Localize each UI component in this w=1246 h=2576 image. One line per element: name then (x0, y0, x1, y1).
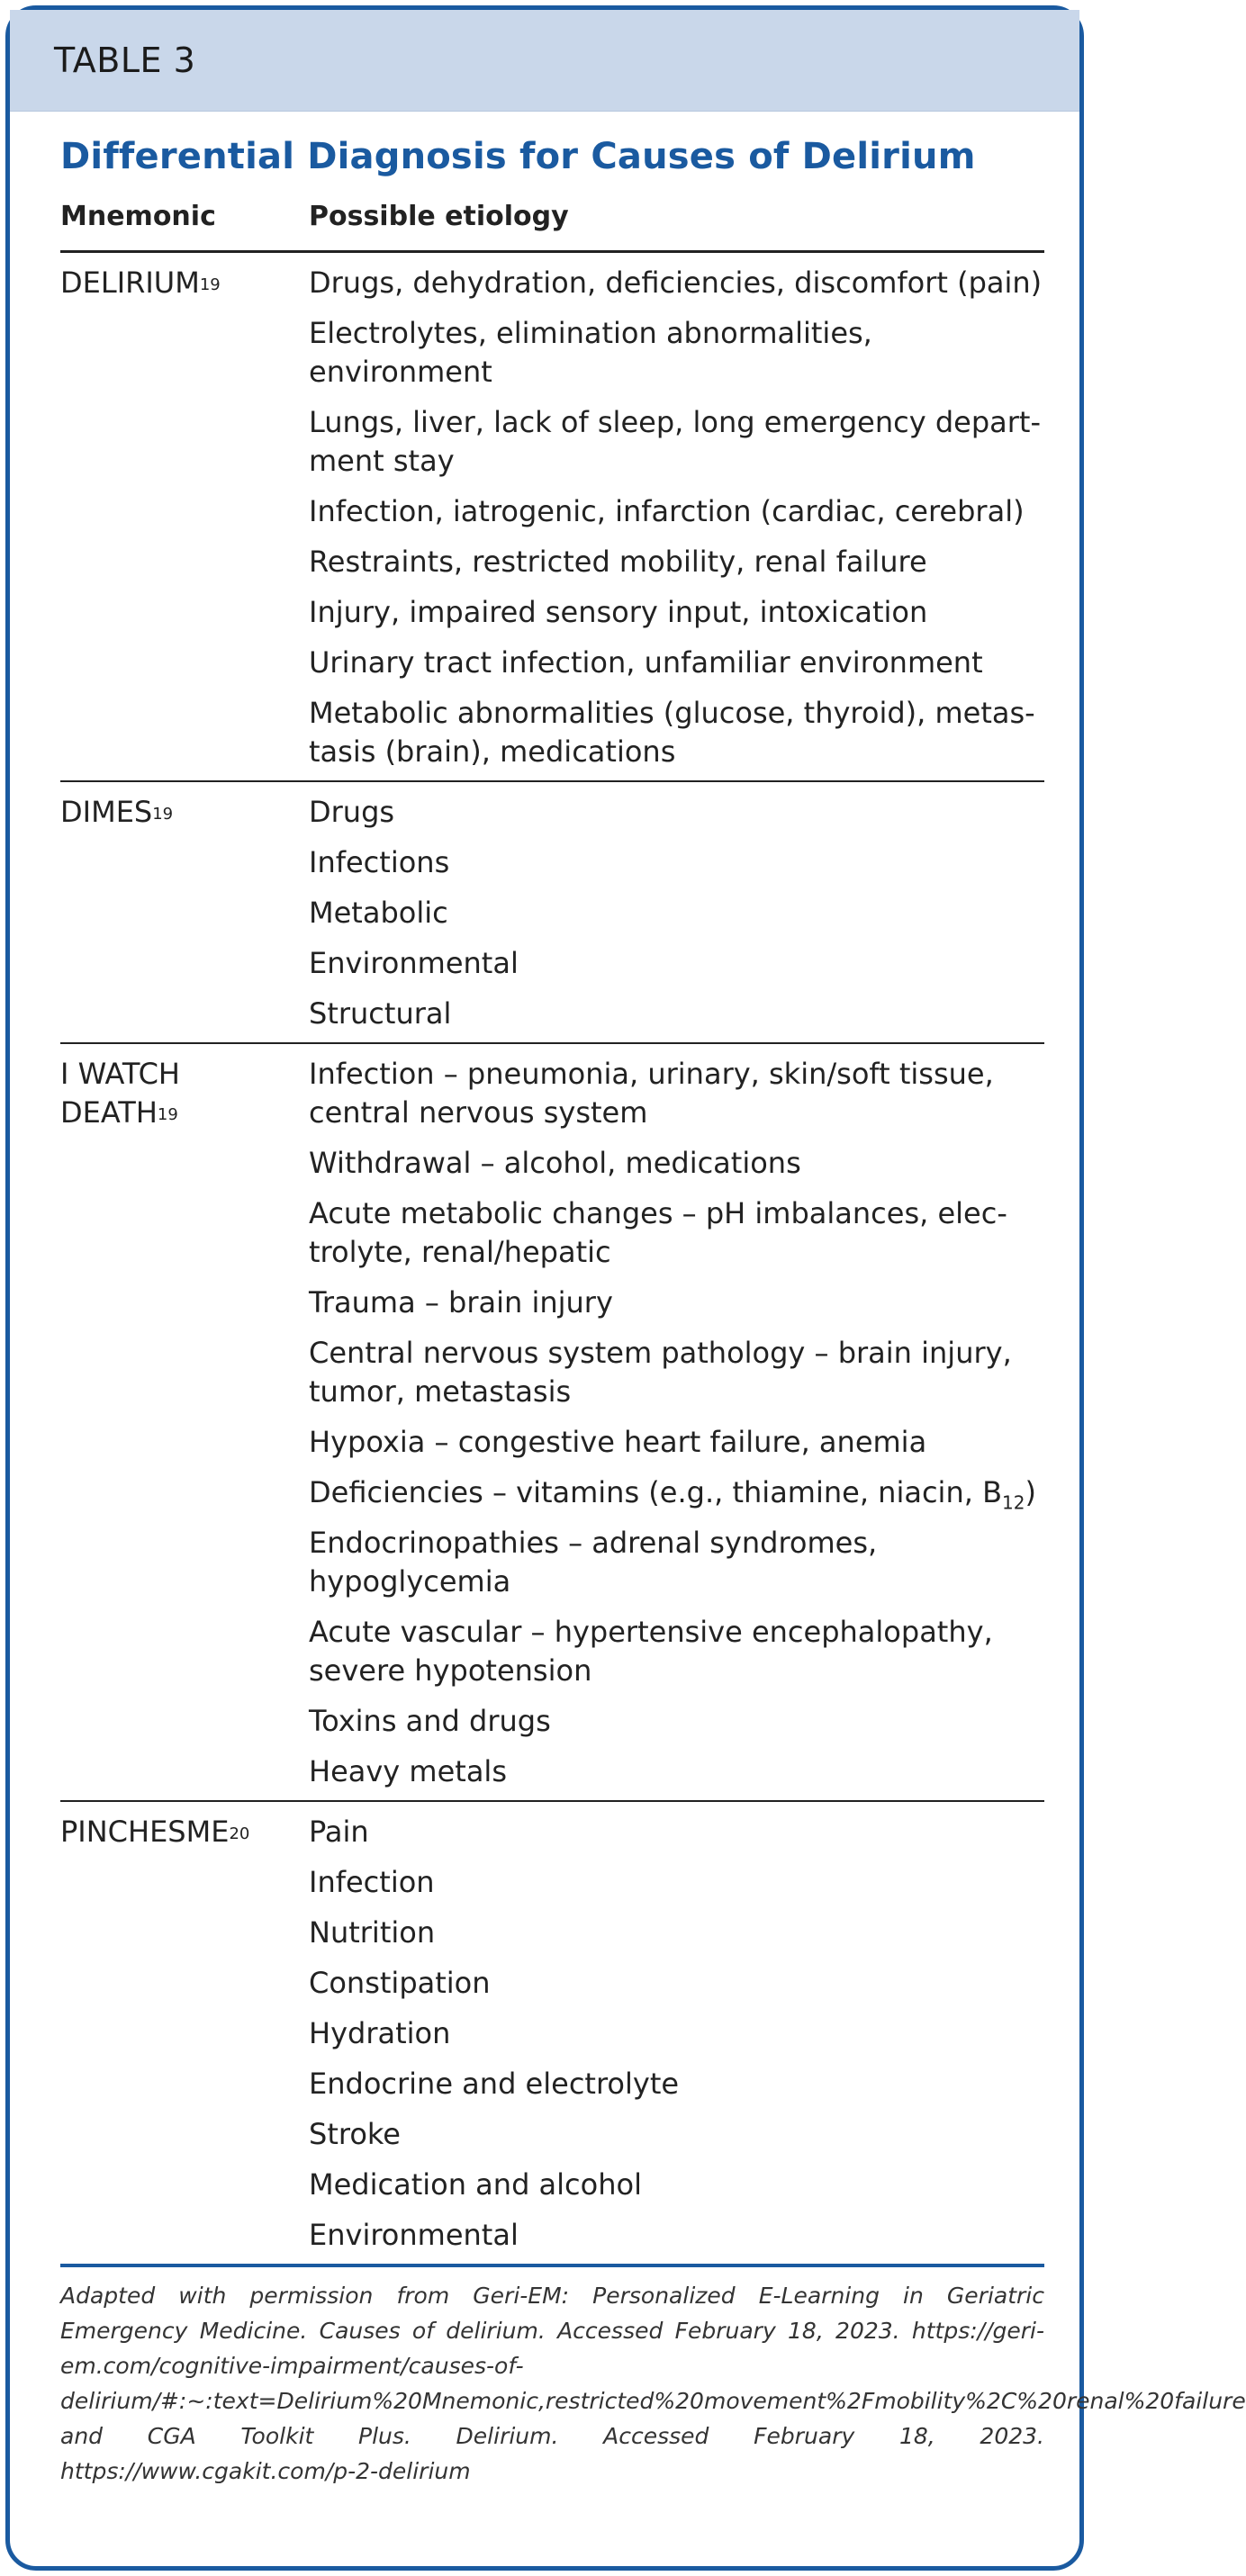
etiology-item-vitamins (309, 1473, 1044, 1512)
mnemonic-name: I WATCH DEATH (60, 1057, 180, 1130)
reference-number: 19 (157, 1105, 178, 1124)
vitamin-subscript: 12 (1002, 1491, 1025, 1514)
mnemonic-group-i-watch-death (60, 1044, 1044, 1802)
etiology-item: Withdrawal – alcohol, medications (309, 1146, 801, 1180)
etiology-item: Injury, impaired sensory input, intoxication (309, 595, 928, 629)
mnemonic-cell (60, 1044, 309, 1800)
etiology-item: Heavy metals (309, 1754, 507, 1788)
table-label: TABLE 3 (54, 41, 196, 80)
etiology-item: Medication and alcohol (309, 2167, 642, 2202)
etiology-item: Pain (309, 1815, 369, 1849)
etiology-item: Urinary tract infection, unfamiliar environment (309, 645, 983, 680)
etiology-item: Drugs, dehydration, deficiencies, discomfort (pain) (309, 266, 1043, 300)
etiology-item: Structural (309, 996, 452, 1031)
etiology-list (309, 1802, 1044, 2264)
etiology-item: Central nervous system pathology – brain injury, tumor, metastasis (309, 1336, 1012, 1409)
etiology-item: Hydration (309, 2016, 451, 2050)
mnemonic-name: PINCHESME (60, 1815, 230, 1849)
reference-number: 19 (199, 275, 221, 294)
etiology-list (309, 253, 1044, 780)
etiology-item: Infection – pneumonia, urinary, skin/soft tissue, central nervous system (309, 1057, 994, 1130)
etiology-item: Endocrinopathies – adrenal syndromes, hypoglycemia (309, 1526, 878, 1599)
etiology-item-text: Deficiencies – vitamins (e.g., thiamine, niacin, B (309, 1475, 1003, 1509)
etiology-item: Lungs, liver, lack of sleep, long emergency depart-ment stay (309, 405, 1041, 478)
etiology-item: Drugs (309, 795, 395, 829)
column-header-etiology: Possible etiology (309, 201, 569, 232)
etiology-item: Toxins and drugs (309, 1704, 551, 1738)
etiology-item: Metabolic abnormalities (glucose, thyroid), metas-tasis (brain), medications (309, 696, 1035, 769)
column-header-row (60, 183, 1044, 253)
mnemonic-name: DELIRIUM (60, 266, 200, 300)
mnemonic-group-delirium (60, 253, 1044, 782)
etiology-item: Endocrine and electrolyte (309, 2067, 680, 2101)
etiology-item: Environmental (309, 2218, 519, 2252)
etiology-item: Trauma – brain injury (309, 1285, 613, 1320)
etiology-item: Metabolic (309, 896, 448, 930)
etiology-item: Nutrition (309, 1915, 436, 1950)
table-title: Differential Diagnosis for Causes of Delirium (60, 136, 976, 177)
reference-number: 19 (152, 805, 174, 824)
etiology-list (309, 782, 1044, 1042)
mnemonic-cell (60, 782, 309, 1042)
column-header-mnemonic: Mnemonic (60, 201, 216, 232)
etiology-item: Restraints, restricted mobility, renal failure (309, 545, 927, 579)
reference-number: 20 (229, 1824, 250, 1843)
etiology-list (309, 1044, 1044, 1800)
etiology-item: Infections (309, 845, 450, 879)
mnemonic-cell (60, 1802, 309, 2264)
etiology-item: Acute vascular – hypertensive encephalopathy, severe hypotension (309, 1615, 993, 1688)
source-footnote: Adapted with permission from Geri-EM: Personalized E-Learning in Geriatric Emergency Medicine. Causes of delirium. Accessed February 18, 2023. https://geri-em.com/cognitive-impairment/causes-of-delirium/#:~:text=Delirium%20Mnemonic,restricted%20movement%2Fmobility%2C%20renal%20failure and CGA Toolkit Plus. Delirium. Accessed February 18, 2023. https://www.cgakit.com/p-2-delirium (60, 2283, 1246, 2484)
etiology-item: Acute metabolic changes – pH imbalances, elec-trolyte, renal/hepatic (309, 1196, 1007, 1269)
etiology-item: Environmental (309, 946, 519, 980)
etiology-item: Stroke (309, 2117, 401, 2151)
closing-paren: ) (1025, 1475, 1036, 1509)
etiology-item: Electrolytes, elimination abnormalities, environment (309, 316, 872, 389)
etiology-item: Infection (309, 1865, 435, 1899)
etiology-item: Constipation (309, 1966, 491, 2000)
etiology-item: Hypoxia – congestive heart failure, anemia (309, 1425, 927, 1459)
table-content (60, 112, 1246, 2489)
mnemonic-group-dimes (60, 782, 1044, 1044)
mnemonic-cell (60, 253, 309, 780)
etiology-item: Infection, iatrogenic, infarction (cardiac, cerebral) (309, 494, 1025, 528)
table-label-band (10, 10, 1079, 112)
mnemonic-group-pinchesme (60, 1802, 1044, 2267)
table-frame (5, 5, 1246, 2571)
mnemonic-name: DIMES (60, 795, 153, 829)
